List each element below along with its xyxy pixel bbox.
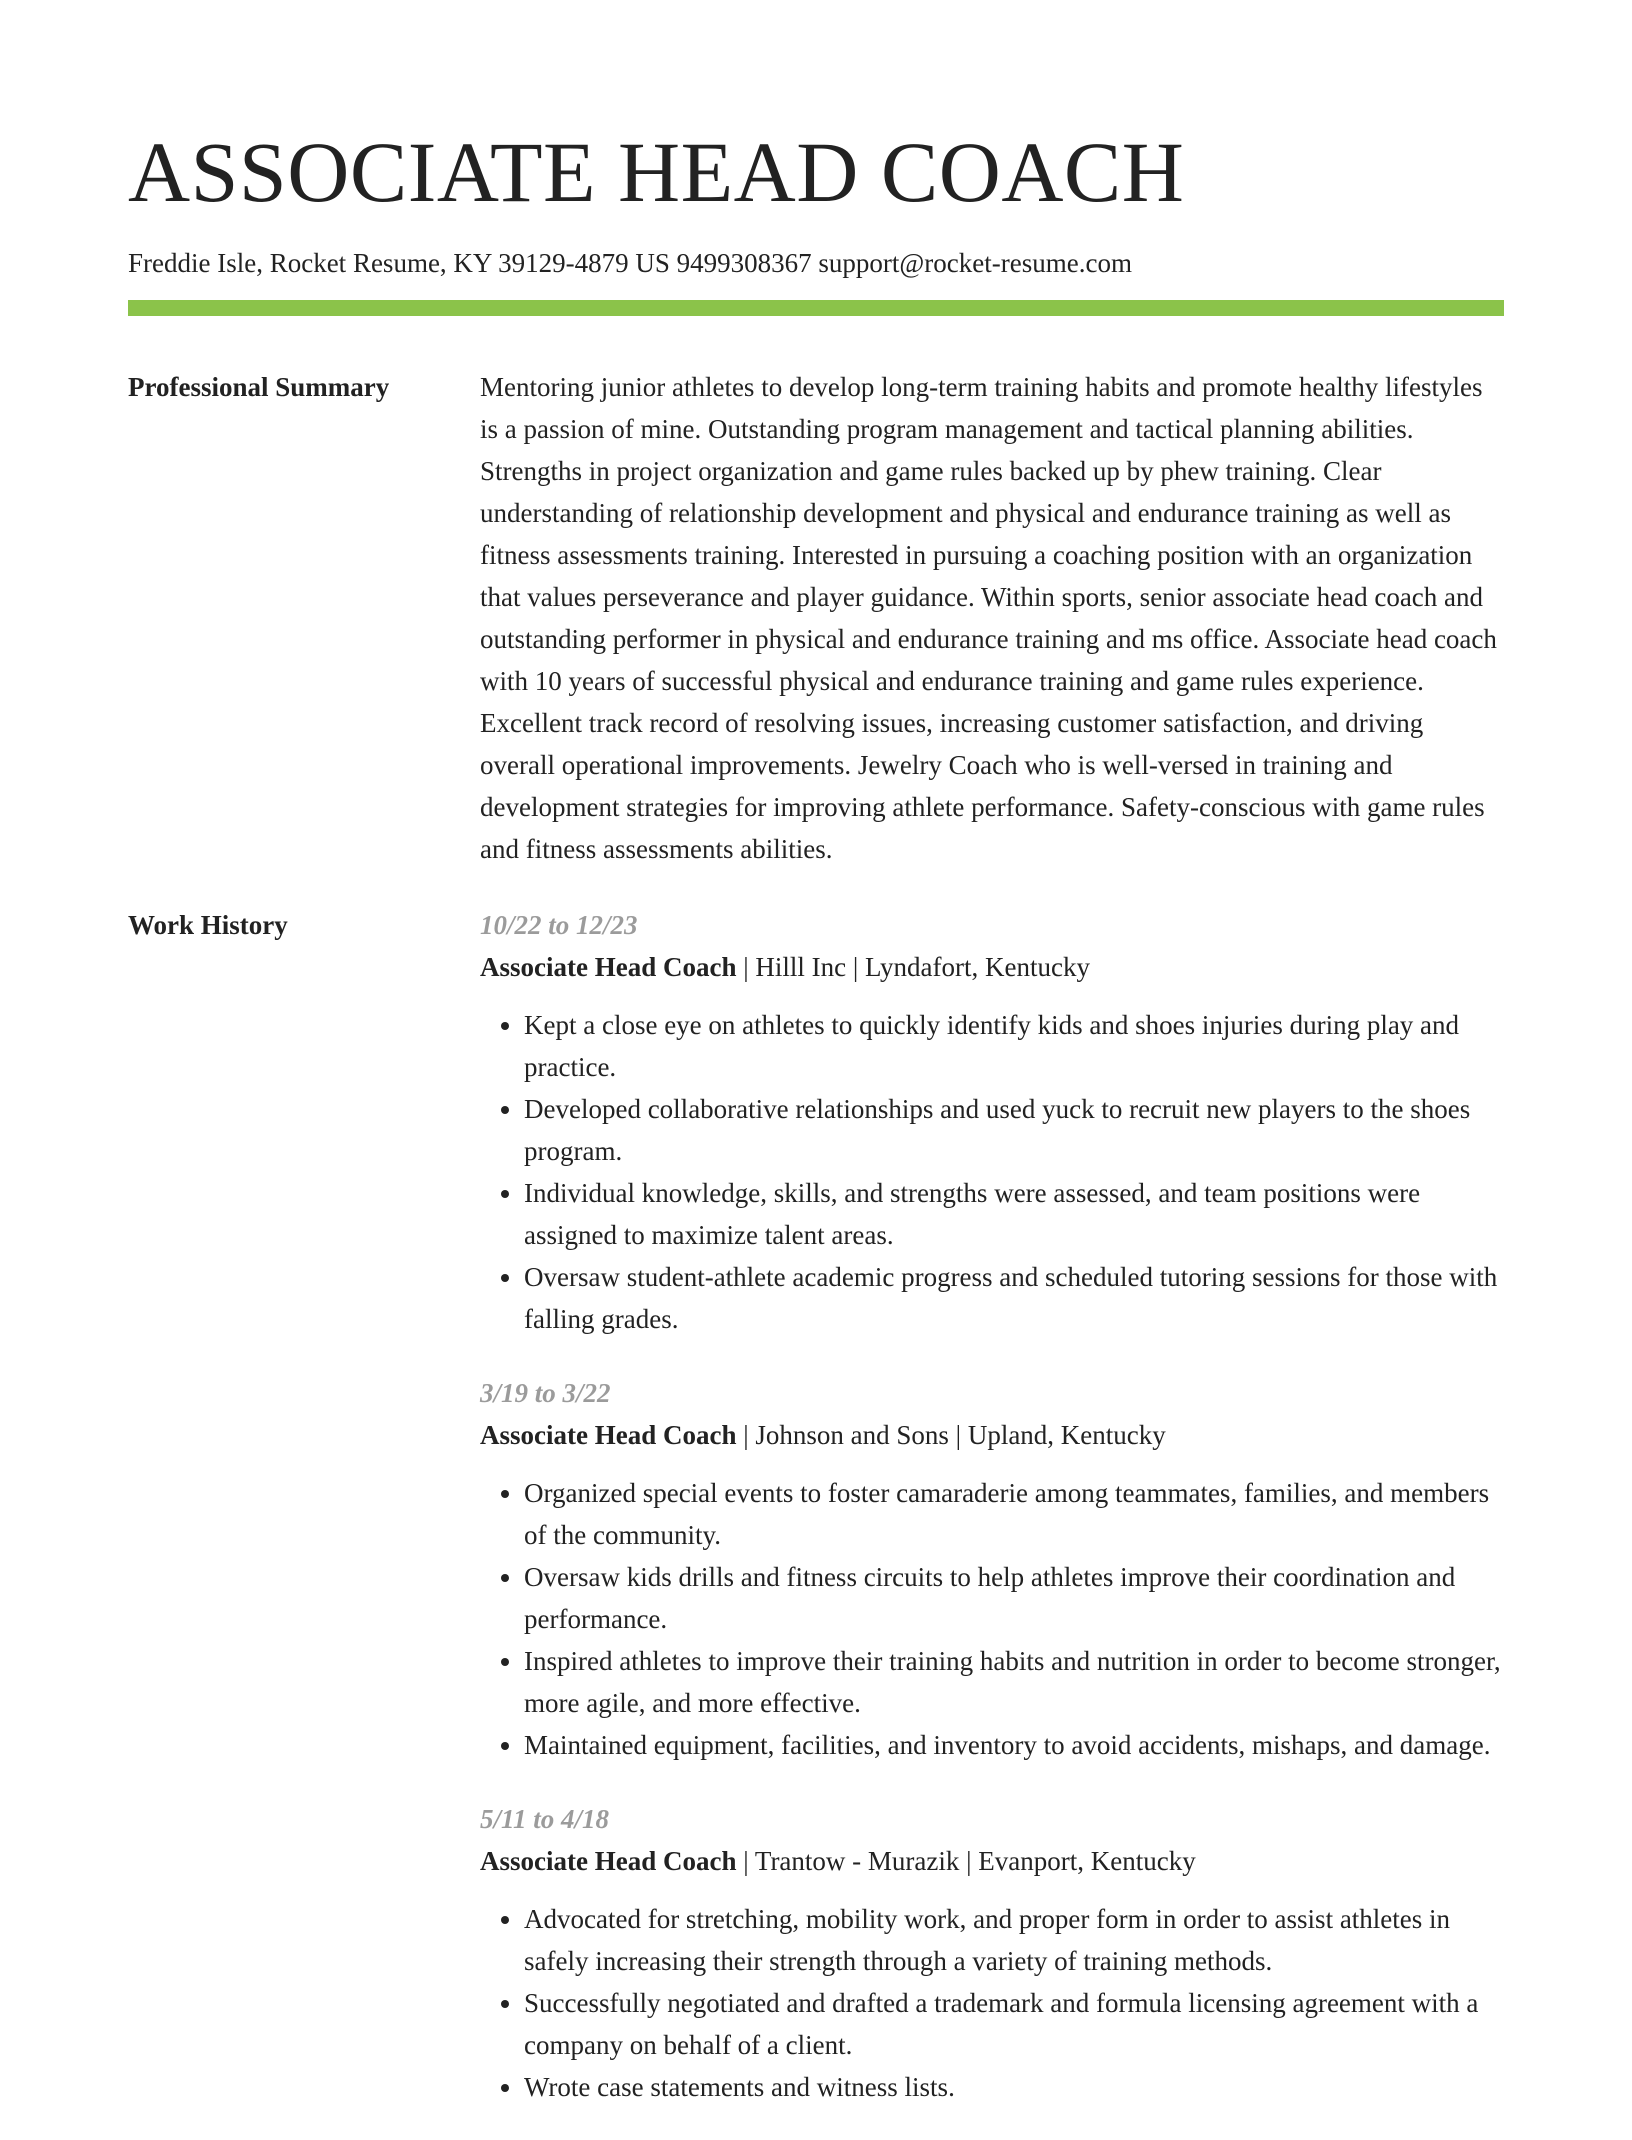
job-bullet: • Wrote case statements and witness lists. <box>524 2066 1504 2108</box>
job-bullet-list <box>480 1472 1504 1766</box>
contact-line: Freddie Isle, Rocket Resume, KY 39129-4879 US 9499308367 support@rocket-resume.com <box>128 248 1132 278</box>
job-dates: 10/22 to 12/23 <box>480 910 638 940</box>
job-details: | Johnson and Sons | Upland, Kentucky <box>736 1420 1166 1450</box>
job-bullet: • Organized special events to foster camaraderie among teammates, families, and members of the community. <box>524 1472 1504 1556</box>
job-bullet-list <box>480 1898 1504 2108</box>
job-bullet: • Inspired athletes to improve their training habits and nutrition in order to become stronger, more agile, and more effective. <box>524 1640 1504 1724</box>
job-title: Associate Head Coach <box>480 952 737 982</box>
summary-text: Mentoring junior athletes to develop long-term training habits and promote healthy lifestyles is a passion of mine. Outstanding program management and tactical planning abilities. Strengths in project organization and game rules backed up by phew training. Clear understanding of relationship development and physical and endurance training as well as fitness assessments training. Interested in pursuing a coaching position with an organization that values perseverance and player guidance. Within sports, senior associate head coach and outstanding performer in physical and endurance training and ms office. Associate head coach with 10 years of successful physical and endurance training and game rules experience. Excellent track record of resolving issues, increasing customer satisfaction, and driving overall operational improvements. Jewelry Coach who is well-versed in training and development strategies for improving athlete performance. Safety-conscious with game rules and fitness assessments abilities. <box>480 372 1497 864</box>
job-entry <box>480 904 1504 1340</box>
job-bullet: • Kept a close eye on athletes to quickly identify kids and shoes injuries during play and practice. <box>524 1004 1504 1088</box>
work-history-body <box>480 904 1504 2140</box>
job-bullet: • Maintained equipment, facilities, and inventory to avoid accidents, mishaps, and damage. <box>524 1724 1504 1766</box>
job-bullet-list <box>480 1004 1504 1340</box>
job-title-line <box>480 1840 1504 1882</box>
accent-divider <box>128 300 1504 316</box>
job-bullet: • Oversaw student-athlete academic progress and scheduled tutoring sessions for those with falling grades. <box>524 1256 1504 1340</box>
summary-body <box>480 366 1504 870</box>
job-dates: 5/11 to 4/18 <box>480 1804 610 1834</box>
job-entry <box>480 1798 1504 2108</box>
job-title-line <box>480 946 1504 988</box>
job-bullet: • Individual knowledge, skills, and strengths were assessed, and team positions were assigned to maximize talent areas. <box>524 1172 1504 1256</box>
job-title-line <box>480 1414 1504 1456</box>
resume-page <box>128 0 1504 2140</box>
job-details: | Hilll Inc | Lyndafort, Kentucky <box>736 952 1090 982</box>
section-label-work: Work History <box>128 910 288 940</box>
professional-summary-section <box>128 366 1504 870</box>
job-entry <box>480 1372 1504 1766</box>
job-bullet: • Developed collaborative relationships and used yuck to recruit new players to the shoes program. <box>524 1088 1504 1172</box>
work-history-section <box>128 904 1504 2140</box>
job-bullet: • Oversaw kids drills and fitness circuits to help athletes improve their coordination and performance. <box>524 1556 1504 1640</box>
job-details: | Trantow - Murazik | Evanport, Kentucky <box>736 1846 1196 1876</box>
job-bullet: • Advocated for stretching, mobility work, and proper form in order to assist athletes in safely increasing their strength through a variety of training methods. <box>524 1898 1504 1982</box>
job-dates: 3/19 to 3/22 <box>480 1378 611 1408</box>
job-title: Associate Head Coach <box>480 1846 737 1876</box>
job-title: Associate Head Coach <box>480 1420 737 1450</box>
resume-name-heading: ASSOCIATE HEAD COACH <box>128 124 1185 220</box>
job-bullet: • Successfully negotiated and drafted a trademark and formula licensing agreement with a company on behalf of a client. <box>524 1982 1504 2066</box>
section-label-summary: Professional Summary <box>128 372 390 402</box>
